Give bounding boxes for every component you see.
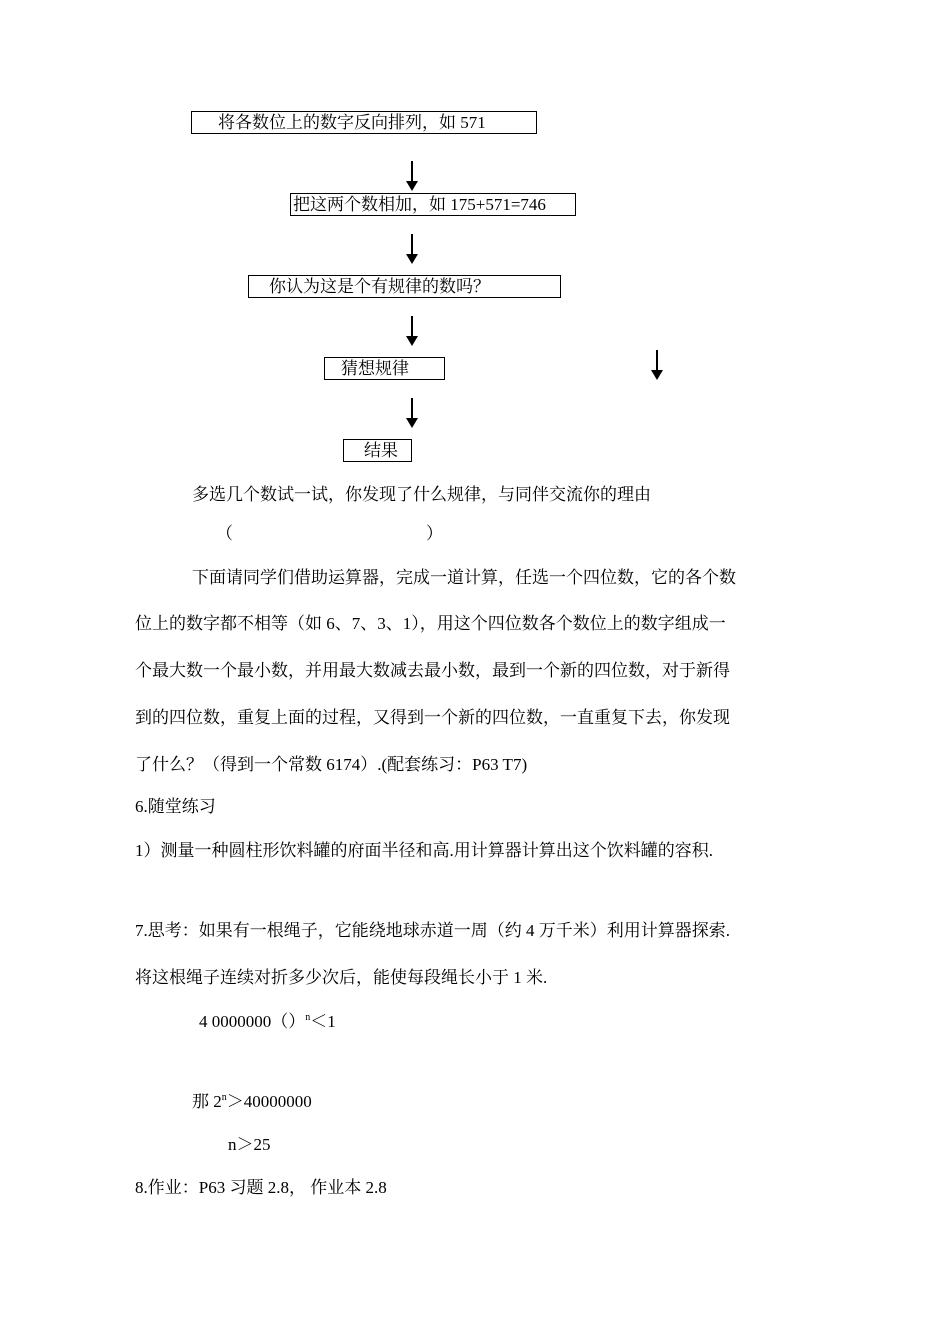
flow-step-reverse-digits-text: 将各数位上的数字反向排列，如 571	[218, 113, 486, 132]
paren-close: ）	[426, 524, 443, 543]
formula-1-base: 4 0000000（）	[199, 1012, 306, 1031]
formula-rope-halving	[199, 1013, 336, 1030]
formula-n-result: n＞25	[228, 1135, 271, 1154]
flow-step-add-numbers	[290, 193, 576, 216]
paren-open: （	[216, 524, 233, 543]
section-7-line-2: 将这根绳子连续对折多少次后，能使每段绳长小于 1 米.	[135, 968, 548, 987]
flow-step-result-text: 结果	[364, 441, 398, 460]
down-arrow-icon	[406, 161, 418, 191]
paragraph-line: 个最大数一个最小数，并用最大数减去最小数，最到一个新的四位数，对于新得	[135, 661, 730, 680]
paragraph-line: 了什么？（得到一个常数 6174）.(配套练习：P63 T7)	[135, 755, 528, 774]
flow-step-regular-question-text: 你认为这是个有规律的数吗？	[269, 277, 490, 296]
flow-step-result	[343, 439, 412, 462]
paragraph-line: 位上的数字都不相等（如 6、7、3、1），用这个四位数各个数位上的数字组成一	[135, 614, 726, 633]
down-arrow-icon	[406, 398, 418, 428]
section-6-heading: 6.随堂练习	[135, 797, 216, 816]
formula-2-base: 那 2	[192, 1092, 222, 1111]
paragraph-line: 下面请同学们借助运算器，完成一道计算，任选一个四位数，它的各个数	[192, 568, 736, 587]
down-arrow-icon	[651, 350, 663, 380]
formula-2-rest: ＞40000000	[226, 1092, 312, 1111]
flow-step-guess-rule	[324, 357, 445, 380]
formula-1-exponent: n	[305, 1012, 311, 1023]
formula-power-two	[192, 1093, 312, 1110]
flow-step-guess-rule-text: 猜想规律	[341, 359, 409, 378]
section-7-line-1: 7.思考：如果有一根绳子，它能绕地球赤道一周（约 4 万千米）利用计算器探索.	[135, 921, 730, 940]
paragraph-line: 到的四位数，重复上面的过程，又得到一个新的四位数，一直重复下去，你发现	[135, 708, 730, 727]
formula-2-exponent: n	[221, 1092, 227, 1103]
flow-step-regular-question	[248, 275, 561, 298]
exercise-1-text: 1）测量一种圆柱形饮料罐的府面半径和高.用计算器计算出这个饮料罐的容积.	[135, 841, 713, 860]
down-arrow-icon	[406, 234, 418, 264]
down-arrow-icon	[406, 316, 418, 346]
flow-step-add-numbers-text: 把这两个数相加，如 175+571=746	[293, 195, 546, 214]
formula-1-rest: ＜1	[310, 1012, 336, 1031]
section-8-homework: 8.作业：P63 习题 2.8， 作业本 2.8	[135, 1178, 387, 1197]
flow-step-reverse-digits	[191, 111, 537, 134]
try-more-text: 多选几个数试一试，你发现了什么规律，与同伴交流你的理由	[192, 485, 651, 504]
